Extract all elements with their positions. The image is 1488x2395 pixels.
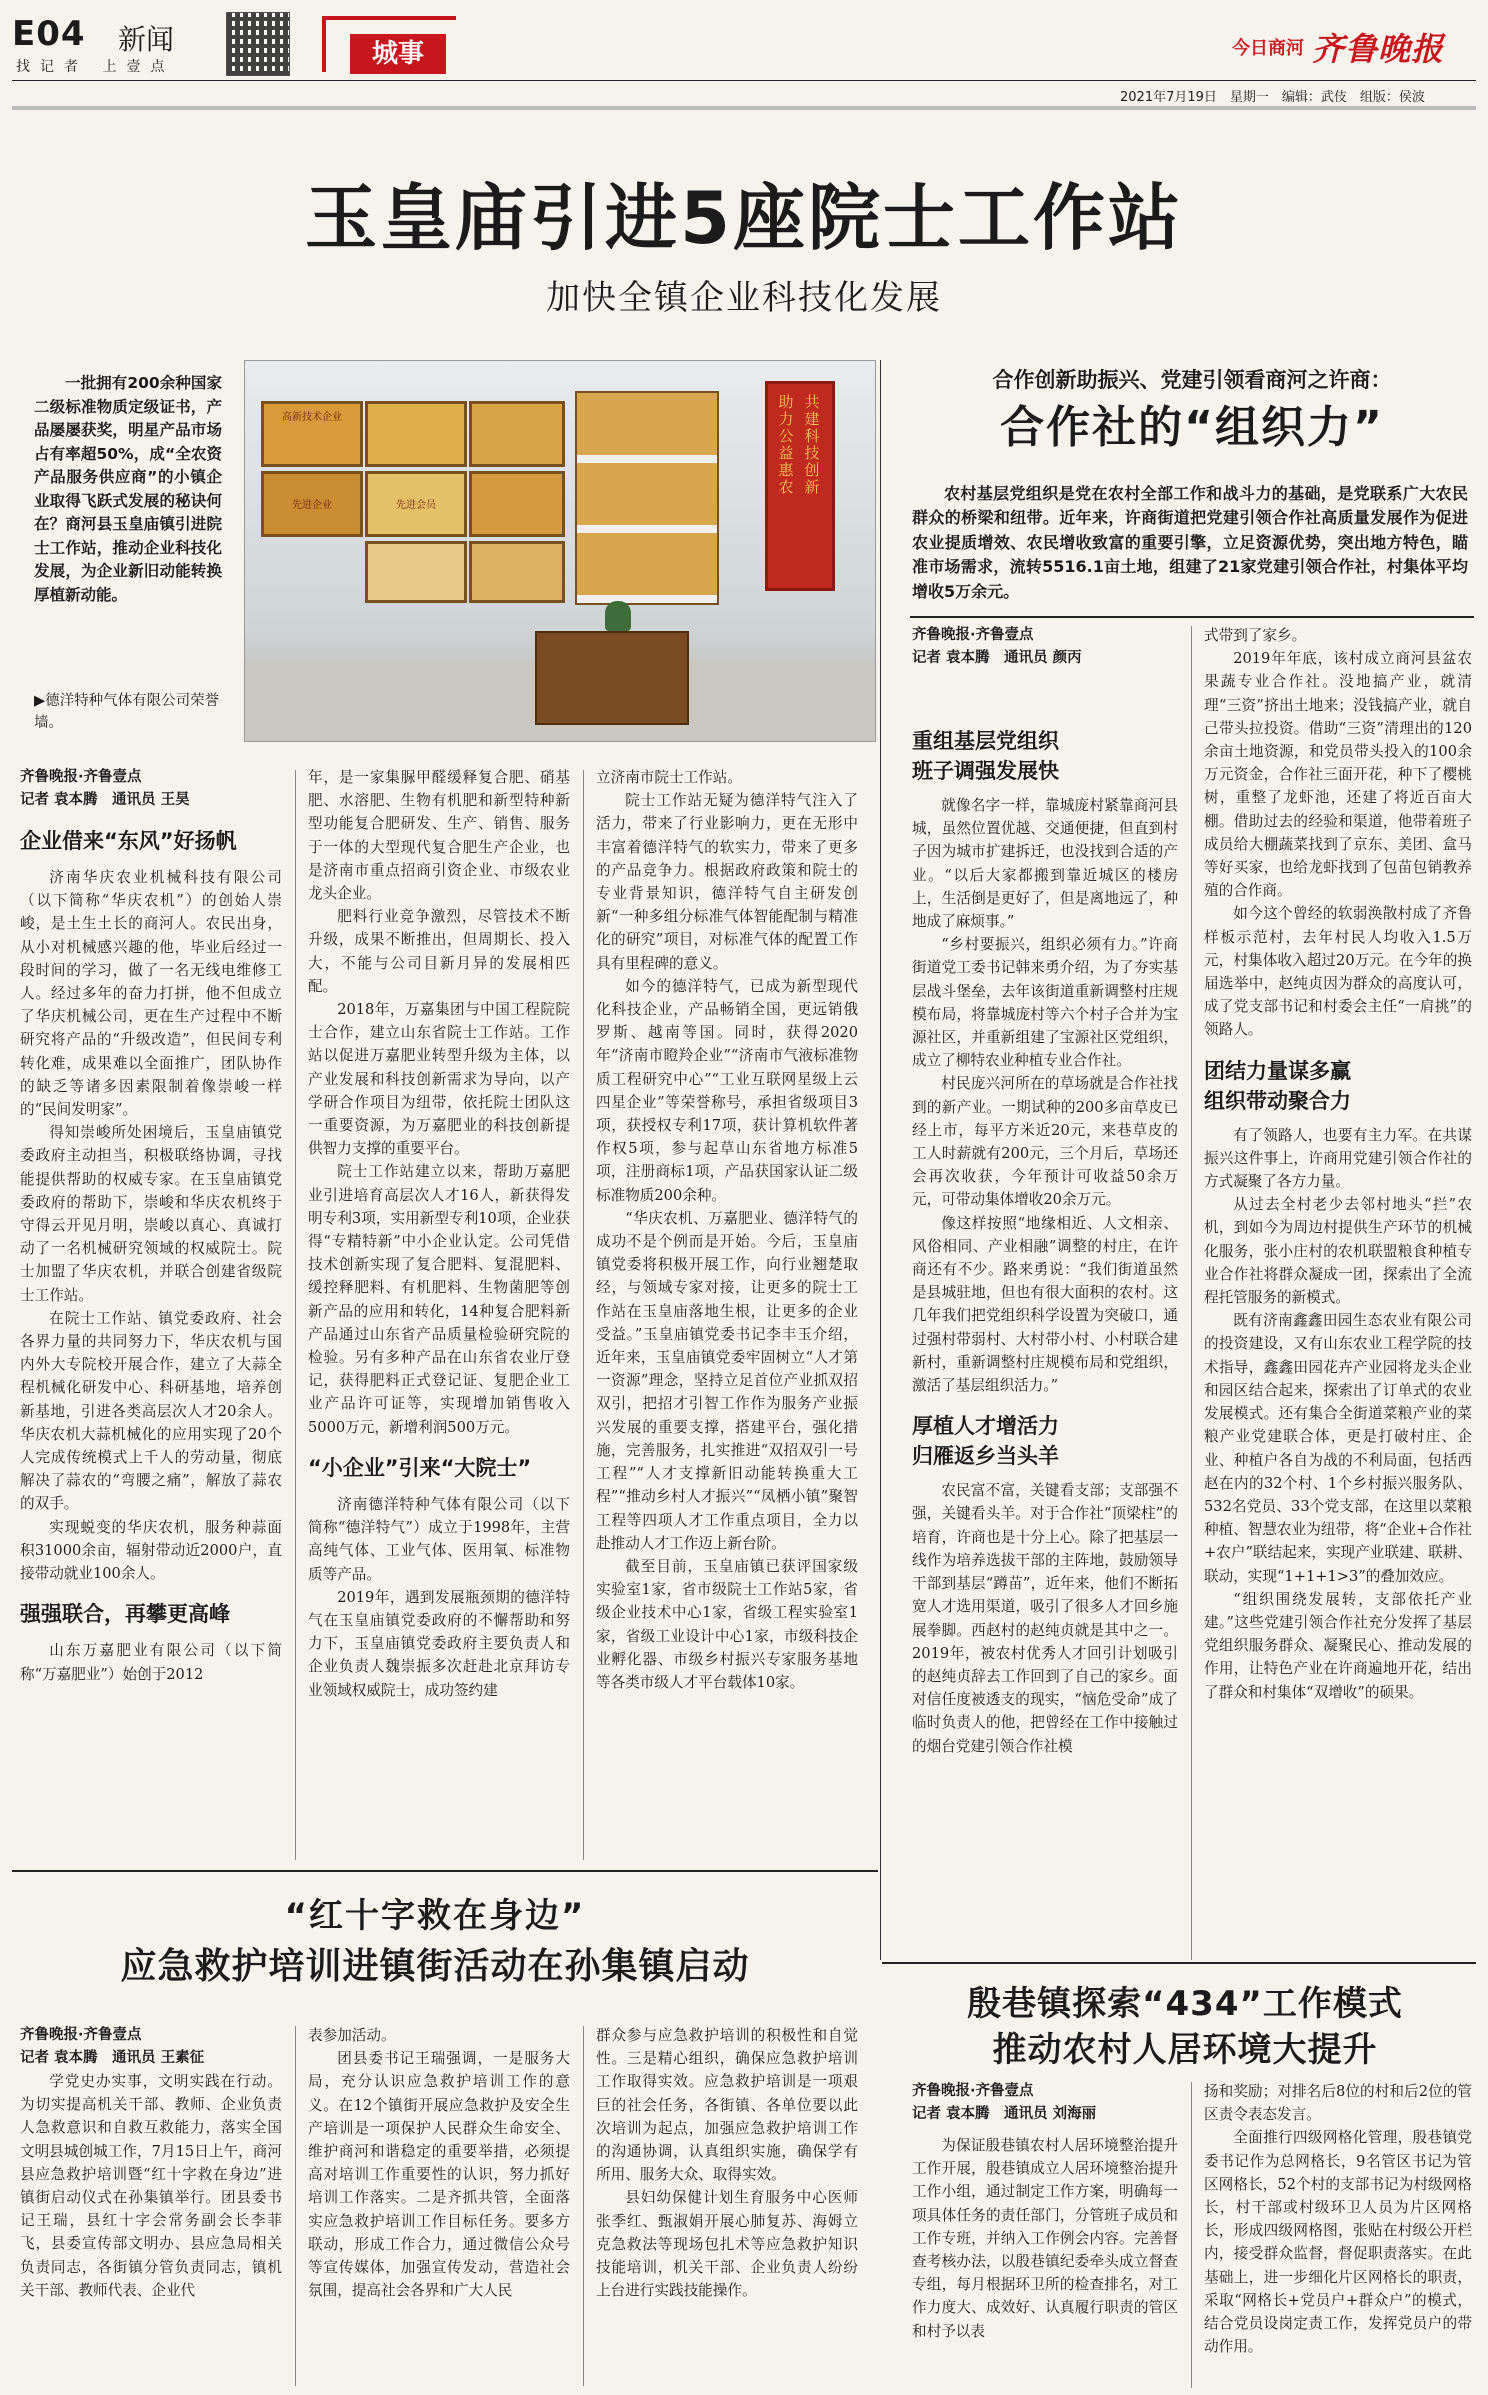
lead-column-1 bbox=[20, 812, 282, 1862]
coop-col-rule bbox=[1191, 626, 1192, 1960]
masthead-grey-bar bbox=[12, 106, 1476, 110]
subheading: “小企业”引来“大院士” bbox=[308, 1455, 532, 1480]
masthead-rule bbox=[12, 80, 1476, 81]
paragraph: 2019年，遇到发展瓶颈期的德洋特气在玉皇庙镇党委政府的不懈帮助和努力下，玉皇庙镇党委政府主要负责人和企业负责人魏崇振多次赶赴北京拜访专业领域权威院士，成功签约建 bbox=[308, 1588, 570, 1699]
coop-column-1 bbox=[912, 712, 1178, 1960]
yinxiang-column-2 bbox=[1204, 2080, 1472, 2388]
paragraph: 立济南市院士工作站。 bbox=[596, 769, 742, 786]
subheading: 重组基层党组织 班子调强发展快 bbox=[912, 729, 1059, 783]
wall-banner-right: 助力公益惠农 bbox=[778, 393, 794, 496]
paragraph: 村民庞兴河所在的草场就是合作社找到的新产业。一期试种的200多亩草皮已经上市，每平方米近20元，来巷草皮的工人时薪就有200元，三个月后，草场还会再次收获，今年预计可收益50余万元，可带动集体增收20余万元。 bbox=[912, 1075, 1178, 1209]
paragraph: 有了领路人，也要有主力军。在共谋振兴这件事上，许商用党建引领合作社的方式凝聚了各方力量。 bbox=[1204, 1126, 1472, 1191]
paragraph: 为保证殷巷镇农村人居环境整治提升工作开展，殷巷镇成立人居环境整治提升工作小组，通过制定工作方案，明确每一项具体任务的责任部门，分管班子成员和工作专班，并纳入工作例会内容。完善督查考核办法，以殷巷镇纪委牵头成立督查专组，每月根据环卫所的检查排名，对工作力度大、成效好、认真履行职责的管区和村予以表 bbox=[912, 2137, 1178, 2340]
paragraph: 既有济南鑫鑫田园生态农业有限公司的投资建设，又有山东农业工程学院的技术指导，鑫鑫田园花卉产业园将龙头企业和园区结合起来，探索出了订单式的农业发展模式。还有集合全街道菜粮产业的菜粮产业党建联合体，更是打破村庄、企业、种植户各自为战的不利局面，包括西赵在内的32个村、1个乡村振兴服务队、532名党员、33个党支部，在这里以菜粮种植、智慧农业为纽带，将“企业+合作社+农户”联结起来，实现产业联建、联耕、联动，实现“1+1+1>3”的叠加效应。 bbox=[1204, 1312, 1472, 1585]
subheading: 团结力量谋多赢 组织带动聚合力 bbox=[1204, 1058, 1351, 1113]
coop-byline: 齐鲁晚报·齐鲁壹点 记者 袁本腾 通讯员 颜丙 bbox=[912, 627, 1082, 666]
training-headline-1: “红十字救在身边” bbox=[284, 1896, 586, 1936]
paragraph: “华庆农机、万嘉肥业、德洋特气的成功不是个例而是开始。今后，玉皇庙镇党委将积极开展工作，向行业翘楚取经，与领域专家对接，让更多的院士工作站在玉皇庙落地生根，让更多的企业受益。”玉皇庙镇党委书记李丰玉介绍，近年来，玉皇庙镇党委牢固树立“人才第一资源”理念，坚持立足首位产业抓双招双引，把招才引智工作作为服务产业振兴发展的重要支撑，搭建平台，强化措施，完善服务，扎实推进“双招双引一号工程”“人才支撑新旧动能转换重大工程”“推动乡村人才振兴”“凤栖小镇”聚智工程等四项人才工作重点项目，全力以赴推动人才工作迈上新台阶。 bbox=[596, 1209, 858, 1552]
lead-byline: 齐鲁晚报·齐鲁壹点 记者 袁本腾 通讯员 王昊 bbox=[20, 769, 190, 808]
paper-name: 齐鲁晚报 bbox=[1312, 30, 1445, 68]
section-divider bbox=[880, 360, 881, 1960]
paragraph: 表参加活动。 bbox=[308, 2027, 396, 2044]
plaque-1 bbox=[261, 401, 363, 467]
lead-subheadline: 加快全镇企业科技化发展 bbox=[546, 278, 942, 318]
coop-intro: 农村基层党组织是党在农村全部工作和战斗力的基础，是党联系广大农民群众的桥梁和纽带。近年来，许商街道把党建引领合作社高质量发展作为促进农业提质增效、农民增收致富的重要引擎，立足资源优势，突出地方特色，瞄准市场需求，流转5516.1亩土地，组建了21家党建引领合作社，村集体平均增收5万余元。 bbox=[912, 484, 1468, 601]
paragraph: 学党史办实事，文明实践在行动。为切实提高机关干部、教师、企业负责人急救意识和自救互救能力，落实全国文明县城创城工作，7月15日上午，商河县应急救护培训暨“红十字救在身边”进镇街启动仪式在孙集镇举行。团县委书记王瑞，县红十字会常务副会长李菲飞，县委宣传部文明办、县应急局相关负责同志，各街镇分管负责同志，镇机关干部、教师代表、企业代 bbox=[20, 2073, 282, 2299]
paragraph: 截至目前，玉皇庙镇已获评国家级实验室1家，省市级院士工作站5家，省级企业技术中心1家，省级工程实验室1家，省级工业设计中心1家，市级科技企业孵化器、市级乡村振兴专家服务基地等各类市级人才平台载体10家。 bbox=[596, 1557, 858, 1691]
paragraph: 山东万嘉肥业有限公司（以下简称“万嘉肥业”）始创于2012 bbox=[20, 1642, 282, 1683]
plaque-row-right bbox=[575, 391, 719, 605]
paragraph: 全面推行四级网格化管理，殷巷镇党委书记作为总网格长，9名管区书记为管区网格长，52个村的支部书记为村级网格长，村干部或村级环卫人员为片区网格长，形成四级网格图，张贴在村级公开栏内，接受群众监督，督促职责落实。在此基础上，进一步细化片区网格长的职责，采取“网格长+党员户+群众户”的模式，结合党员设岗定责工作，发挥党员户的带动作用。 bbox=[1204, 2129, 1472, 2356]
yinxiang-byline: 齐鲁晚报·齐鲁壹点 记者 袁本腾 通讯员 刘海丽 bbox=[912, 2083, 1097, 2122]
yinxiang-headline-1: 殷巷镇探索“434”工作模式 bbox=[967, 1984, 1403, 2024]
paragraph: 2019年年底，该村成立商河县盆农果蔬专业合作社。没地搞产业，就清理“三资”挤出土地来；没钱搞产业，就自己带头拉投资。借助“三资”清理出的120余亩土地资源，和党员带头投入的100余万元资金，合作社三面开花，种下了樱桃树，重整了龙虾池，还建了将近百亩大棚。借助过去的经验和渠道，他带着班子成员给大棚蔬菜找到了京东、美团、盒马等好买家，也给龙虾找到了包苗包销教养殖的合作商。 bbox=[1204, 650, 1472, 900]
paragraph: 肥料行业竞争激烈，尽管技术不断升级，成果不断推出，但周期长、投入大，不能与公司目新月异的发展相匹配。 bbox=[308, 908, 570, 995]
coop-intro-rule bbox=[910, 616, 1474, 618]
lead-column-3 bbox=[596, 766, 858, 1862]
paragraph: 如今的德洋特气，已成为新型现代化科技企业，产品畅销全国，更远销俄罗斯、越南等国。同时，获得2020年“济南市瞪羚企业”“济南市气液标准物质工程研究中心”“工业互联网星级上云四星企业”等荣誉称号，承担省级项目3项，获授权专利17项，获计算机软件著作权5项，参与起草山东省地方标准5项，注册商标1项，产品获国家认证二级标准物质200余种。 bbox=[596, 977, 858, 1204]
paragraph: “乡村要振兴，组织必须有力。”许商街道党工委书记韩来勇介绍，为了夯实基层战斗堡垒，去年该街道重新调整村庄规模布局，将靠城庞村等六个村子合并为宝源社区，并重新组建了宝源社区党组织，成立了柳特农业种植专业合作社。 bbox=[912, 936, 1178, 1070]
section-name: 新闻 bbox=[118, 23, 175, 56]
flower-pot bbox=[605, 601, 631, 631]
subheading: 企业借来“东风”好扬帆 bbox=[20, 829, 237, 853]
yinxiang-headline-2: 推动农村人居环境大提升 bbox=[992, 2030, 1378, 2070]
bottom-rule-right bbox=[882, 1962, 1476, 1964]
paragraph: 2018年，万嘉集团与中国工程院院士合作，建立山东省院士工作站。工作站以促进万嘉肥业转型升级为主体，以产业发展和科技创新需求为导向，以产学研合作项目为纽带，依托院士团队这一重要资源，为万嘉肥业的科技创新提供智力支撑的重要平台。 bbox=[308, 1001, 570, 1158]
coop-kicker: 合作创新助振兴、党建引领看商河之许商： bbox=[992, 368, 1392, 392]
tagline: 找记者 上壹点 bbox=[16, 59, 175, 75]
plaque-7 bbox=[365, 541, 467, 603]
section-badge-label: 城事 bbox=[371, 39, 424, 69]
plaque-4 bbox=[261, 471, 363, 537]
training-column-2 bbox=[308, 2024, 570, 2388]
lead-column-2 bbox=[308, 766, 570, 1862]
paragraph: 济南德洋特种气体有限公司（以下简称“德洋特气”）成立于1998年，主营高纯气体、工业气体、医用氧、标准物质等产品。 bbox=[308, 1495, 570, 1583]
paragraph: 年，是一家集脲甲醛缓释复合肥、硝基肥、水溶肥、生物有机肥和新型特种新型功能复合肥研发、生产、销售、服务于一体的大型现代复合肥生产企业，也是济南市重点招商引资企业、市级农业龙头企业。 bbox=[308, 769, 570, 903]
plaque-6 bbox=[469, 471, 565, 537]
paragraph: 就像名字一样，靠城庞村紧靠商河县城，虽然位置优越、交通便捷，但直到村子因为城市扩建拆迁，也没找到合适的产业。“以后大家都搬到靠近城区的楼房上，生活倒是更好了，但是离地远了，种地成了麻烦事。” bbox=[912, 797, 1178, 931]
plaque-3 bbox=[469, 401, 565, 467]
lead-col-rule-1 bbox=[295, 770, 296, 1860]
paragraph: 农民富不富，关键看支部；支部强不强，关键看头羊。对于合作社“顶梁柱”的培育，许商也是十分上心。除了把基层一线作为培养选拔干部的主阵地，鼓励领导干部到基层“蹲苗”，近年来，他们不断拓宽人才选用渠道，吸引了很多人才回乡施展拳脚。西赵村的赵纯贞就是其中之一。2019年，被农村优秀人才回引计划吸引的赵纯贞辞去工作回到了自己的家乡。面对信任度被透支的现实，“恼危受命”成了临时负责人的他，把曾经在工作中接触过的烟台党建引领合作社模 bbox=[912, 1482, 1178, 1755]
paragraph: 从过去全村老少去邻村地头“拦”农机，到如今为周边村提供生产环节的机械化服务，张小庄村的农机联盟粮食种植专业合作社将群众凝成一团，探索出了全流程托管服务的新模式。 bbox=[1204, 1196, 1472, 1307]
paragraph: 式带到了家乡。 bbox=[1204, 627, 1307, 644]
yinxiang-col-rule bbox=[1191, 2082, 1192, 2388]
paragraph: 实现蜕变的华庆农机，服务种蒜面积31000余亩，辐射带动近2000户，直接带动就业100余人。 bbox=[20, 1518, 282, 1583]
plaque-1-label: 高新技术企业 bbox=[282, 412, 342, 423]
training-headline-2: 应急救护培训进镇街活动在孙集镇启动 bbox=[120, 1946, 750, 1987]
honor-wall-photo bbox=[244, 360, 876, 742]
region-label: 今日商河 bbox=[1232, 38, 1304, 59]
paragraph: 县妇幼保健计划生育服务中心医师张季红、甄淑娟开展心肺复苏、海姆立克急救法等现场包扎术等应急救护知识技能培训，机关干部、企业负责人纷纷上台进行实践技能操作。 bbox=[596, 2189, 858, 2300]
paragraph: 在院士工作站、镇党委政府、社会各界力量的共同努力下，华庆农机与国内外大专院校开展合作，建立了大蒜全程机械化研发中心、科研基地，培养创新基地，引进各类高层次人才20余人。华庆农机大蒜机械化的应用实现了20个人完成传统模式上千人的劳动量，彻底解决了蒜农的“弯腰之痛”，解放了蒜农的双手。 bbox=[20, 1309, 282, 1513]
photo-caption: ▶德洋特种气体有限公司荣誉墙。 bbox=[34, 693, 220, 731]
wall-banner-left: 共建科技创新 bbox=[804, 393, 820, 496]
plaque-5-label: 先进会员 bbox=[396, 500, 436, 511]
paragraph: 得知崇峻所处困境后，玉皇庙镇党委政府主动担当，积极联络协调，寻找能提供帮助的权威专家。在玉皇庙镇党委政府的帮助下，崇峻和华庆农机终于守得云开见月明，崇峻以真心、真诚打动了一名机械研究领域的权威院士。院士加盟了华庆农机，并联合创建省级院士工作站。 bbox=[20, 1124, 282, 1304]
yinxiang-column-1 bbox=[912, 2134, 1178, 2388]
page-number: E04 bbox=[12, 14, 86, 54]
wall-banner bbox=[765, 381, 835, 591]
display-cabinet bbox=[535, 631, 689, 725]
paragraph: 院士工作站无疑为德洋特气注入了活力，带来了行业影响力，更在无形中丰富着德洋特气的软实力，带来了更多的产品竞争力。根据政府政策和院士的专业背景知识，德洋特气自主研发创新“一种多组分标准气体智能配制与精准化的研究”项目，对标准气体的配置工作具有里程碑的意义。 bbox=[596, 792, 858, 972]
plaque-8 bbox=[469, 541, 565, 603]
qr-code-icon bbox=[226, 12, 290, 76]
plaque-2 bbox=[365, 401, 467, 467]
date-line: 2021年7月19日 星期一 编辑：武伎 组版：侯波 bbox=[1120, 90, 1425, 105]
lead-headline: 玉皇庙引进5座院士工作站 bbox=[304, 176, 1184, 260]
coop-headline: 合作社的“组织力” bbox=[1000, 402, 1384, 453]
training-byline: 齐鲁晚报·齐鲁壹点 记者 袁本腾 通讯员 王素征 bbox=[20, 2027, 205, 2066]
training-column-1 bbox=[20, 2070, 282, 2388]
paragraph: 扬和奖励；对排名后8位的村和后2位的管区责令表态发言。 bbox=[1204, 2083, 1472, 2124]
paragraph: 团县委书记王瑞强调，一是服务大局，充分认识应急救护培训工作的意义。在12个镇街开展应急救护及安全生产培训是一项保护人民群众生命安全、维护商河和谐稳定的重要举措，必须提高对培训工作重要性的认识，努力抓好培训工作落实。二是齐抓共管，全面落实应急救护培训工作目标任务。要多方联动，形成工作合力，通过微信公众号等宣传媒体，加强宣传发动，营造社会氛围，提高社会各界和广大人民 bbox=[308, 2050, 570, 2300]
subheading: 厚植人才增活力 归雁返乡当头羊 bbox=[912, 1414, 1059, 1469]
lead-col-rule-2 bbox=[583, 770, 584, 1860]
paragraph: “组织围绕发展转，支部依托产业建。”这些党建引领合作社充分发挥了基层党组织服务群众、凝聚民心、推动发展的作用，让特色产业在许商遍地开花，结出了群众和村集体“双增收”的硕果。 bbox=[1204, 1590, 1472, 1701]
paragraph: 像这样按照“地缘相近、人文相亲、风俗相同、产业相融”调整的村庄，在许商还有不少。路来勇说：“我们街道虽然是县城驻地，但也有很大面积的农村。这几年我们把党组织科学设置为突破口，通过强村带弱村、大村带小村、小村联合建新村，重新调整村庄规模布局和党组织，激活了基层组织活力。” bbox=[912, 1214, 1178, 1395]
bottom-rule bbox=[12, 1870, 878, 1872]
training-column-3 bbox=[596, 2024, 858, 2388]
paragraph: 院士工作站建立以来，帮助万嘉肥业引进培育高层次人才16人，新获得发明专利3项，实用新型专利10项，企业获得“专精特新”中小企业认定。公司凭借技术创新实现了复合肥料、复混肥料、缓控释肥料、有机肥料、生物菌肥等创新产品的应用和转化，14种复合肥料新产品通过山东省产品质量检验研究院的检验。另有多种产品在山东省农业厅登记，获得肥料正式登记证、复肥企业工业产品许可证等，实现增加销售收入5000万元，新增利润500万元。 bbox=[308, 1163, 570, 1436]
paragraph: 群众参与应急救护培训的积极性和自觉性。三是精心组织，确保应急救护培训工作取得实效。应急救护培训是一项艰巨的社会任务，各街镇、各单位要以此次培训为起点，加强应急救护培训工作的沟通协调，认真组织实施，确保学有所用、服务大众、取得实效。 bbox=[596, 2027, 858, 2184]
training-col-rule-1 bbox=[295, 2026, 296, 2386]
paragraph: 济南华庆农业机械科技有限公司（以下简称“华庆农机”）的创始人崇峻，是土生土长的商河人。农民出身，从小对机械感兴趣的他，毕业后经过一段时间的学习，做了一名无线电维修工人。经过多年的奋力打拼，他不但成立了华庆机械公司，更在生产过程中不断研究将产品的“升级改造”，但民间专利转化难，成果难以全面推广，团队协作的缺乏等诸多因素限制着像崇峻一样的“民间发明家”。 bbox=[20, 869, 282, 1119]
plaque-4-label: 先进企业 bbox=[292, 500, 332, 511]
section-badge bbox=[350, 34, 446, 74]
plaque-5 bbox=[365, 471, 467, 537]
lead-summary: 一批拥有200余种国家二级标准物质定级证书，产品屡屡获奖，明星产品市场占有率超50%，成“全农资产品服务供应商”的小镇企业取得飞跃式发展的秘诀何在？商河县玉皇庙镇引进院士工作站，推动企业科技化发展，为企业新旧动能转换厚植新动能。 bbox=[34, 374, 222, 604]
paragraph: 如今这个曾经的软弱涣散村成了齐鲁样板示范村，去年村民人均收入1.5万元，村集体收入超过20万元。在今年的换届选举中，赵纯贞因为群众的高度认可，成了党支部书记和村委会主任“一肩挑”的领路人。 bbox=[1204, 905, 1472, 1039]
training-col-rule-2 bbox=[583, 2026, 584, 2386]
coop-column-2 bbox=[1204, 624, 1472, 1960]
subheading: 强强联合，再攀更高峰 bbox=[20, 1602, 230, 1627]
